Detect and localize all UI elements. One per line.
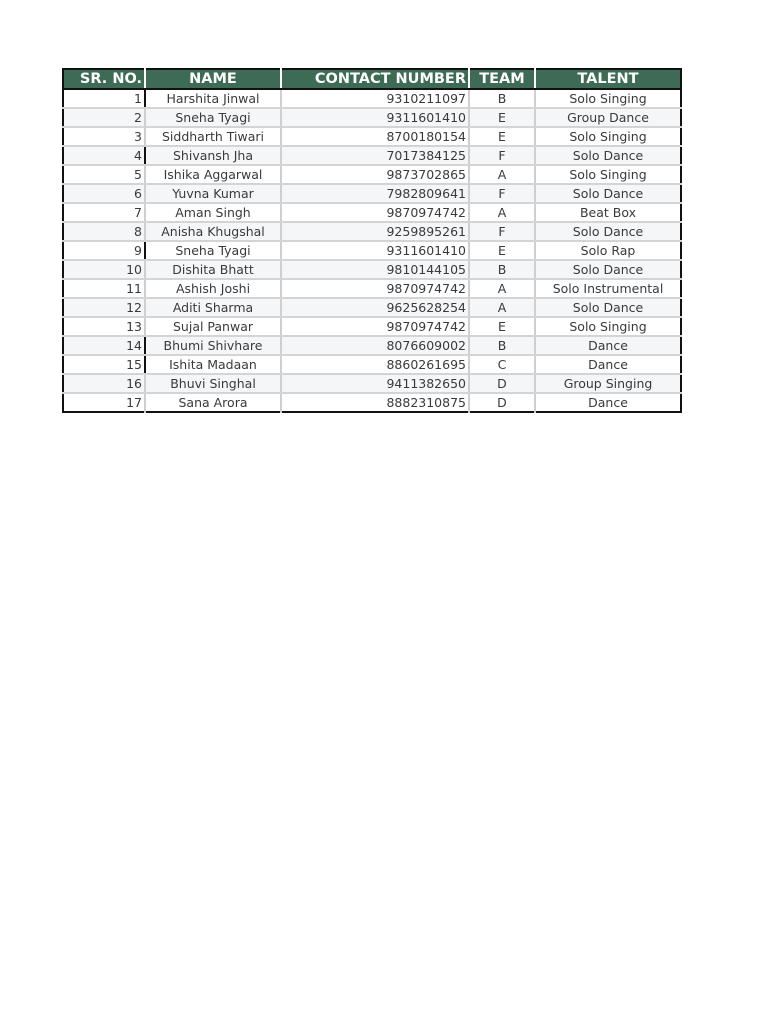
- cell-contact-number[interactable]: 9870974742: [281, 317, 469, 336]
- header-row: [63, 69, 681, 89]
- cell-talent[interactable]: Group Dance: [535, 108, 681, 127]
- cell-team[interactable]: D: [469, 374, 535, 393]
- cell-contact-number[interactable]: 7982809641: [281, 184, 469, 203]
- cell-sr-no[interactable]: 4: [63, 146, 145, 165]
- cell-name[interactable]: Sneha Tyagi: [145, 108, 281, 127]
- cell-sr-no[interactable]: 13: [63, 317, 145, 336]
- cell-sr-no[interactable]: 9: [63, 241, 145, 260]
- table-row: [63, 260, 681, 279]
- cell-contact-number[interactable]: 9310211097: [281, 89, 469, 108]
- cell-team[interactable]: F: [469, 222, 535, 241]
- cell-team[interactable]: E: [469, 241, 535, 260]
- cell-sr-no[interactable]: 5: [63, 165, 145, 184]
- table-row: [63, 203, 681, 222]
- cell-contact-number[interactable]: 9873702865: [281, 165, 469, 184]
- cell-team[interactable]: B: [469, 260, 535, 279]
- cell-team[interactable]: A: [469, 298, 535, 317]
- cell-sr-no[interactable]: 3: [63, 127, 145, 146]
- cell-team[interactable]: B: [469, 89, 535, 108]
- cell-contact-number[interactable]: 9311601410: [281, 108, 469, 127]
- cell-contact-number[interactable]: 8860261695: [281, 355, 469, 374]
- cell-name[interactable]: Anisha Khugshal: [145, 222, 281, 241]
- cell-talent[interactable]: Solo Singing: [535, 127, 681, 146]
- cell-talent[interactable]: Dance: [535, 355, 681, 374]
- cell-team[interactable]: E: [469, 317, 535, 336]
- cell-talent[interactable]: Dance: [535, 336, 681, 355]
- table-row: [63, 184, 681, 203]
- cell-name[interactable]: Sneha Tyagi: [145, 241, 281, 260]
- table-row: [63, 298, 681, 317]
- cell-team[interactable]: B: [469, 336, 535, 355]
- cell-name[interactable]: Sana Arora: [145, 393, 281, 412]
- cell-sr-no[interactable]: 12: [63, 298, 145, 317]
- cell-contact-number[interactable]: 9810144105: [281, 260, 469, 279]
- cell-talent[interactable]: Solo Rap: [535, 241, 681, 260]
- table-row: [63, 355, 681, 374]
- cell-talent[interactable]: Beat Box: [535, 203, 681, 222]
- cell-name[interactable]: Siddharth Tiwari: [145, 127, 281, 146]
- cell-contact-number[interactable]: 9259895261: [281, 222, 469, 241]
- cell-sr-no[interactable]: 8: [63, 222, 145, 241]
- cell-name[interactable]: Ishika Aggarwal: [145, 165, 281, 184]
- cell-talent[interactable]: Solo Dance: [535, 146, 681, 165]
- cell-team[interactable]: F: [469, 184, 535, 203]
- cell-contact-number[interactable]: 8882310875: [281, 393, 469, 412]
- cell-talent[interactable]: Group Singing: [535, 374, 681, 393]
- cell-talent[interactable]: Solo Singing: [535, 165, 681, 184]
- cell-contact-number[interactable]: 9625628254: [281, 298, 469, 317]
- cell-name[interactable]: Dishita Bhatt: [145, 260, 281, 279]
- cell-team[interactable]: E: [469, 108, 535, 127]
- cell-sr-no[interactable]: 14: [63, 336, 145, 355]
- cell-name[interactable]: Aditi Sharma: [145, 298, 281, 317]
- cell-sr-no[interactable]: 10: [63, 260, 145, 279]
- cell-talent[interactable]: Solo Dance: [535, 260, 681, 279]
- header-team[interactable]: TEAM: [469, 69, 535, 89]
- cell-talent[interactable]: Solo Singing: [535, 89, 681, 108]
- cell-talent[interactable]: Solo Instrumental: [535, 279, 681, 298]
- cell-contact-number[interactable]: 9870974742: [281, 203, 469, 222]
- cell-team[interactable]: E: [469, 127, 535, 146]
- cell-talent[interactable]: Solo Dance: [535, 222, 681, 241]
- cell-sr-no[interactable]: 7: [63, 203, 145, 222]
- cell-talent[interactable]: Dance: [535, 393, 681, 412]
- cell-name[interactable]: Ishita Madaan: [145, 355, 281, 374]
- cell-sr-no[interactable]: 17: [63, 393, 145, 412]
- header-talent[interactable]: TALENT: [535, 69, 681, 89]
- table-row: [63, 146, 681, 165]
- cell-name[interactable]: Ashish Joshi: [145, 279, 281, 298]
- cell-team[interactable]: A: [469, 165, 535, 184]
- header-contact-number[interactable]: CONTACT NUMBER: [281, 69, 469, 89]
- cell-name[interactable]: Bhumi Shivhare: [145, 336, 281, 355]
- table-row: [63, 222, 681, 241]
- table-body: [63, 89, 681, 412]
- cell-team[interactable]: A: [469, 203, 535, 222]
- table-row: [63, 127, 681, 146]
- cell-talent[interactable]: Solo Singing: [535, 317, 681, 336]
- cell-team[interactable]: A: [469, 279, 535, 298]
- spreadsheet: [62, 68, 682, 413]
- table-row: [63, 165, 681, 184]
- cell-contact-number[interactable]: 8700180154: [281, 127, 469, 146]
- cell-name[interactable]: Shivansh Jha: [145, 146, 281, 165]
- table-header: [63, 69, 681, 89]
- cell-talent[interactable]: Solo Dance: [535, 184, 681, 203]
- cell-team[interactable]: D: [469, 393, 535, 412]
- cell-name[interactable]: Harshita Jinwal: [145, 89, 281, 108]
- table-row: [63, 374, 681, 393]
- cell-name[interactable]: Aman Singh: [145, 203, 281, 222]
- cell-contact-number[interactable]: 8076609002: [281, 336, 469, 355]
- table-row: [63, 279, 681, 298]
- cell-contact-number[interactable]: 9870974742: [281, 279, 469, 298]
- cell-contact-number[interactable]: 9411382650: [281, 374, 469, 393]
- cell-team[interactable]: C: [469, 355, 535, 374]
- cell-name[interactable]: Bhuvi Singhal: [145, 374, 281, 393]
- participants-table: [62, 68, 682, 413]
- table-row: [63, 336, 681, 355]
- cell-sr-no[interactable]: 11: [63, 279, 145, 298]
- table-row: [63, 317, 681, 336]
- cell-sr-no[interactable]: 6: [63, 184, 145, 203]
- table-row: [63, 89, 681, 108]
- table-row: [63, 108, 681, 127]
- cell-talent[interactable]: Solo Dance: [535, 298, 681, 317]
- table-row: [63, 393, 681, 412]
- cell-sr-no[interactable]: 2: [63, 108, 145, 127]
- cell-sr-no[interactable]: 16: [63, 374, 145, 393]
- cell-sr-no[interactable]: 15: [63, 355, 145, 374]
- cell-name[interactable]: Yuvna Kumar: [145, 184, 281, 203]
- cell-sr-no[interactable]: 1: [63, 89, 145, 108]
- cell-contact-number[interactable]: 7017384125: [281, 146, 469, 165]
- cell-team[interactable]: F: [469, 146, 535, 165]
- cell-contact-number[interactable]: 9311601410: [281, 241, 469, 260]
- table-row: [63, 241, 681, 260]
- header-name[interactable]: NAME: [145, 69, 281, 89]
- header-sr-no[interactable]: SR. NO.: [63, 69, 145, 89]
- cell-name[interactable]: Sujal Panwar: [145, 317, 281, 336]
